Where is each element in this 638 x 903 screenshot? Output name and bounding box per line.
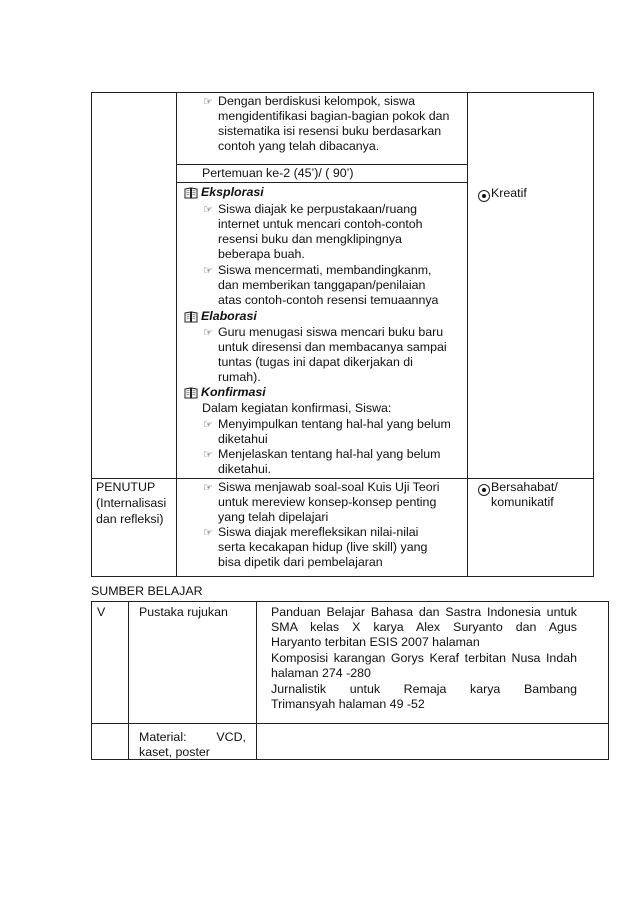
open-book-icon <box>184 187 198 199</box>
konfirmasi-intro: Dalam kegiatan konfirmasi, Siswa: <box>202 401 392 415</box>
pustaka-content-line: Trimansyah halaman 49 -52 <box>271 697 425 711</box>
konfirmasi-item-line: diketahui. <box>218 462 272 476</box>
table2-col1-border <box>128 601 129 760</box>
elaborasi-item-line: rumah). <box>218 370 261 384</box>
eksplorasi-item-line: atas contoh-contoh resensi temuaannya <box>218 293 439 307</box>
bullet-dot-icon <box>478 190 490 202</box>
eksplorasi-item-line: dan memberikan tanggapan/penilaian <box>218 278 426 292</box>
open-book-icon <box>184 311 198 323</box>
penutup-label-line: (Internalisasi <box>96 496 167 510</box>
penutup-item-line: Siswa menjawab soal-soal Kuis Uji Teori <box>218 480 440 494</box>
eksplorasi-item-line: internet untuk mencari contoh-contoh <box>218 217 423 231</box>
penutup-value-line: Bersahabat/ <box>491 480 558 494</box>
pustaka-content-line: SMA kelas X karya Alex Suryanto dan Agus <box>271 620 577 634</box>
eksplorasi-item-line: beberapa buah. <box>218 247 305 261</box>
table2-top-border <box>91 601 609 602</box>
kreatif-label: Kreatif <box>491 186 527 200</box>
table1-row2-divider <box>176 182 468 183</box>
table2-right-border <box>608 601 609 760</box>
pustaka-content-line: Haryanto terbitan ESIS 2007 halaman <box>271 635 480 649</box>
penutup-item-line: untuk mereview konsep-konsep penting <box>218 495 437 509</box>
pustaka-label: Pustaka rujukan <box>139 605 228 619</box>
table1-top-border <box>91 92 594 93</box>
penutup-item-line: bisa dipetik dari pembelajaran <box>218 555 383 569</box>
pointing-hand-icon: ☞ <box>203 418 213 431</box>
pustaka-content-line: halaman 274 -280 <box>271 666 371 680</box>
open-book-icon <box>184 387 198 399</box>
pustaka-content-line: Jurnalistik untuk Remaja karya Bambang <box>271 682 577 696</box>
konfirmasi-title: Konfirmasi <box>201 385 266 399</box>
konfirmasi-item-line: Menyimpulkan tentang hal-hal yang belum <box>218 417 451 431</box>
pointing-hand-icon: ☞ <box>203 448 213 461</box>
eksplorasi-item-line: Siswa diajak ke perpustakaan/ruang <box>218 202 418 216</box>
pointing-hand-icon: ☞ <box>203 481 213 494</box>
konfirmasi-item-line: diketahui <box>218 432 268 446</box>
table2-row-divider <box>91 723 609 724</box>
top-block-line: contoh yang telah dibacanya. <box>218 139 380 153</box>
penutup-item-line: yang telah dipelajari <box>218 510 329 524</box>
elaborasi-item-line: Guru menugasi siswa mencari buku baru <box>218 325 444 339</box>
bullet-dot-icon <box>478 484 490 496</box>
eksplorasi-item-line: resensi buku dan mengklipingnya <box>218 232 402 246</box>
eksplorasi-item-line: Siswa mencermati, membandingkanm, <box>218 263 432 277</box>
material-label-line: Material: VCD, <box>139 730 246 744</box>
pustaka-content-line: Komposisi karangan Gorys Keraf terbitan Nusa Indah <box>271 651 577 665</box>
table1-bottom-border <box>91 576 594 577</box>
top-block-line: sistematika isi resensi buku berdasarkan <box>218 124 442 138</box>
penutup-item-line: serta kecakapan hidup (live skill) yang <box>218 540 428 554</box>
penutup-value-line: komunikatif <box>491 495 554 509</box>
eksplorasi-title: Eksplorasi <box>201 185 264 199</box>
pointing-hand-icon: ☞ <box>203 326 213 339</box>
meeting-label: Pertemuan ke-2 (45’)/ ( 90’) <box>202 166 354 180</box>
top-block-line: mengidentifikasi bagian-bagian pokok dan <box>218 109 450 123</box>
pointing-hand-icon: ☞ <box>203 95 213 108</box>
pointing-hand-icon: ☞ <box>203 264 213 277</box>
penutup-label-line: PENUTUP <box>96 480 156 494</box>
elaborasi-item-line: tuntas (tugas ini dapat dikerjakan di <box>218 355 413 369</box>
material-label-line: kaset, poster <box>139 745 210 759</box>
table1-row1-divider <box>176 164 468 165</box>
pustaka-content-line: Panduan Belajar Bahasa dan Sastra Indonesia untuk <box>271 605 577 619</box>
table2-col2-border <box>256 601 257 760</box>
elaborasi-title: Elaborasi <box>201 309 257 323</box>
elaborasi-item-line: untuk diresensi dan membacanya sampai <box>218 340 447 354</box>
top-block-line: Dengan berdiskusi kelompok, siswa <box>218 94 415 108</box>
table1-left-border <box>91 92 92 577</box>
pointing-hand-icon: ☞ <box>203 203 213 216</box>
pointing-hand-icon: ☞ <box>203 526 213 539</box>
sumber-heading: SUMBER BELAJAR <box>91 584 203 598</box>
konfirmasi-item-line: Menjelaskan tentang hal-hal yang belum <box>218 447 441 461</box>
penutup-label-line: dan refleksi) <box>96 512 164 526</box>
table1-penutup-divider <box>91 478 594 479</box>
table2-left-border <box>91 601 92 760</box>
check-mark: V <box>97 605 106 619</box>
penutup-item-line: Siswa diajak merefleksikan nilai-nilai <box>218 525 419 539</box>
table1-right-border <box>593 92 594 577</box>
